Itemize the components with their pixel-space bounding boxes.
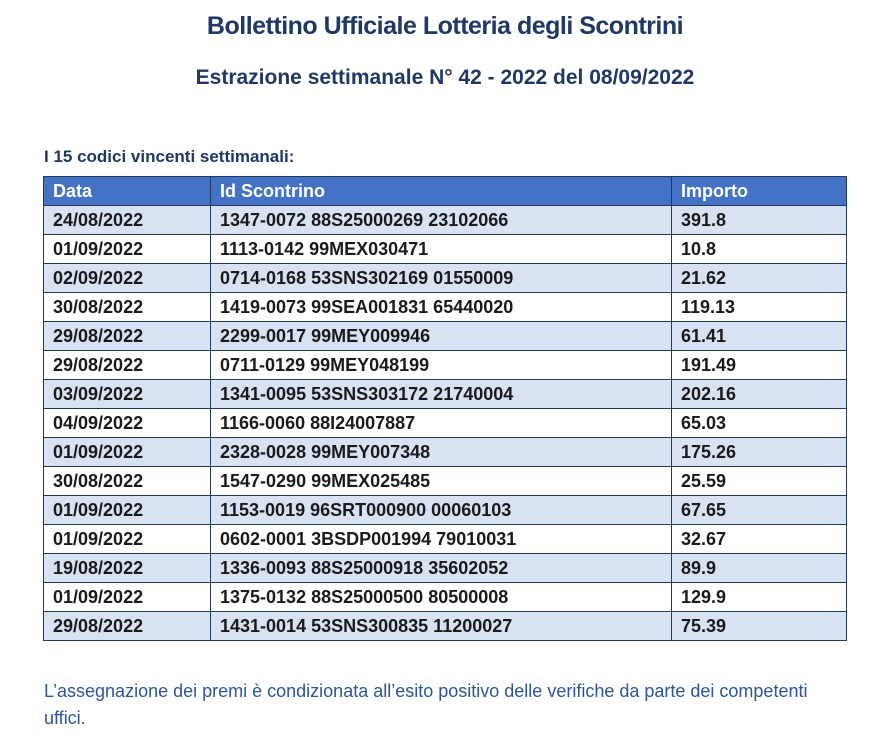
table-row bbox=[44, 612, 847, 641]
cell-id: 1166-0060 88I24007887 bbox=[211, 409, 672, 438]
cell-id: 1341-0095 53SNS303172 21740004 bbox=[211, 380, 672, 409]
cell-date: 19/08/2022 bbox=[44, 554, 211, 583]
cell-id: 0714-0168 53SNS302169 01550009 bbox=[211, 264, 672, 293]
table-row bbox=[44, 322, 847, 351]
table-row bbox=[44, 496, 847, 525]
cell-date: 29/08/2022 bbox=[44, 351, 211, 380]
table-row bbox=[44, 264, 847, 293]
winners-table bbox=[43, 176, 847, 641]
cell-date: 01/09/2022 bbox=[44, 235, 211, 264]
cell-id: 1347-0072 88S25000269 23102066 bbox=[211, 206, 672, 235]
cell-id: 1431-0014 53SNS300835 11200027 bbox=[211, 612, 672, 641]
table-body bbox=[44, 206, 847, 641]
cell-date: 01/09/2022 bbox=[44, 583, 211, 612]
cell-date: 01/09/2022 bbox=[44, 438, 211, 467]
cell-amount: 175.26 bbox=[672, 438, 847, 467]
cell-id: 0711-0129 99MEY048199 bbox=[211, 351, 672, 380]
cell-amount: 61.41 bbox=[672, 322, 847, 351]
table-header-row bbox=[44, 177, 847, 206]
cell-id: 1375-0132 88S25000500 80500008 bbox=[211, 583, 672, 612]
table-row bbox=[44, 380, 847, 409]
cell-amount: 129.9 bbox=[672, 583, 847, 612]
cell-id: 1547-0290 99MEX025485 bbox=[211, 467, 672, 496]
column-header-amount: Importo bbox=[672, 177, 847, 206]
cell-date: 24/08/2022 bbox=[44, 206, 211, 235]
cell-id: 1113-0142 99MEX030471 bbox=[211, 235, 672, 264]
cell-amount: 65.03 bbox=[672, 409, 847, 438]
table-header bbox=[44, 177, 847, 206]
page-subtitle: Estrazione settimanale N° 42 - 2022 del 08/09/2022 bbox=[195, 66, 695, 89]
cell-date: 02/09/2022 bbox=[44, 264, 211, 293]
cell-amount: 202.16 bbox=[672, 380, 847, 409]
cell-date: 01/09/2022 bbox=[44, 496, 211, 525]
table-row bbox=[44, 525, 847, 554]
cell-amount: 32.67 bbox=[672, 525, 847, 554]
cell-amount: 89.9 bbox=[672, 554, 847, 583]
table-row bbox=[44, 409, 847, 438]
cell-date: 29/08/2022 bbox=[44, 612, 211, 641]
cell-id: 0602-0001 3BSDP001994 79010031 bbox=[211, 525, 672, 554]
table-row bbox=[44, 554, 847, 583]
column-header-date: Data bbox=[44, 177, 211, 206]
cell-date: 03/09/2022 bbox=[44, 380, 211, 409]
cell-amount: 391.8 bbox=[672, 206, 847, 235]
section-label: I 15 codici vincenti settimanali: bbox=[44, 147, 295, 166]
cell-id: 1336-0093 88S25000918 35602052 bbox=[211, 554, 672, 583]
page-title: Bollettino Ufficiale Lotteria degli Scontrini bbox=[206, 12, 684, 40]
cell-amount: 25.59 bbox=[672, 467, 847, 496]
cell-amount: 21.62 bbox=[672, 264, 847, 293]
table-row bbox=[44, 235, 847, 264]
cell-id: 1419-0073 99SEA001831 65440020 bbox=[211, 293, 672, 322]
table-row bbox=[44, 467, 847, 496]
cell-date: 04/09/2022 bbox=[44, 409, 211, 438]
cell-amount: 191.49 bbox=[672, 351, 847, 380]
table-row bbox=[44, 438, 847, 467]
cell-id: 1153-0019 96SRT000900 00060103 bbox=[211, 496, 672, 525]
cell-amount: 119.13 bbox=[672, 293, 847, 322]
cell-date: 01/09/2022 bbox=[44, 525, 211, 554]
cell-date: 30/08/2022 bbox=[44, 467, 211, 496]
table-row bbox=[44, 351, 847, 380]
table-row bbox=[44, 293, 847, 322]
cell-id: 2328-0028 99MEY007348 bbox=[211, 438, 672, 467]
cell-id: 2299-0017 99MEY009946 bbox=[211, 322, 672, 351]
disclaimer-note: L’assegnazione dei premi è condizionata all’esito positivo delle verifiche da parte dei competenti uffici. bbox=[44, 681, 808, 728]
table-row bbox=[44, 583, 847, 612]
cell-amount: 67.65 bbox=[672, 496, 847, 525]
cell-date: 29/08/2022 bbox=[44, 322, 211, 351]
column-header-id: Id Scontrino bbox=[211, 177, 672, 206]
table-row bbox=[44, 206, 847, 235]
cell-amount: 10.8 bbox=[672, 235, 847, 264]
cell-date: 30/08/2022 bbox=[44, 293, 211, 322]
cell-amount: 75.39 bbox=[672, 612, 847, 641]
